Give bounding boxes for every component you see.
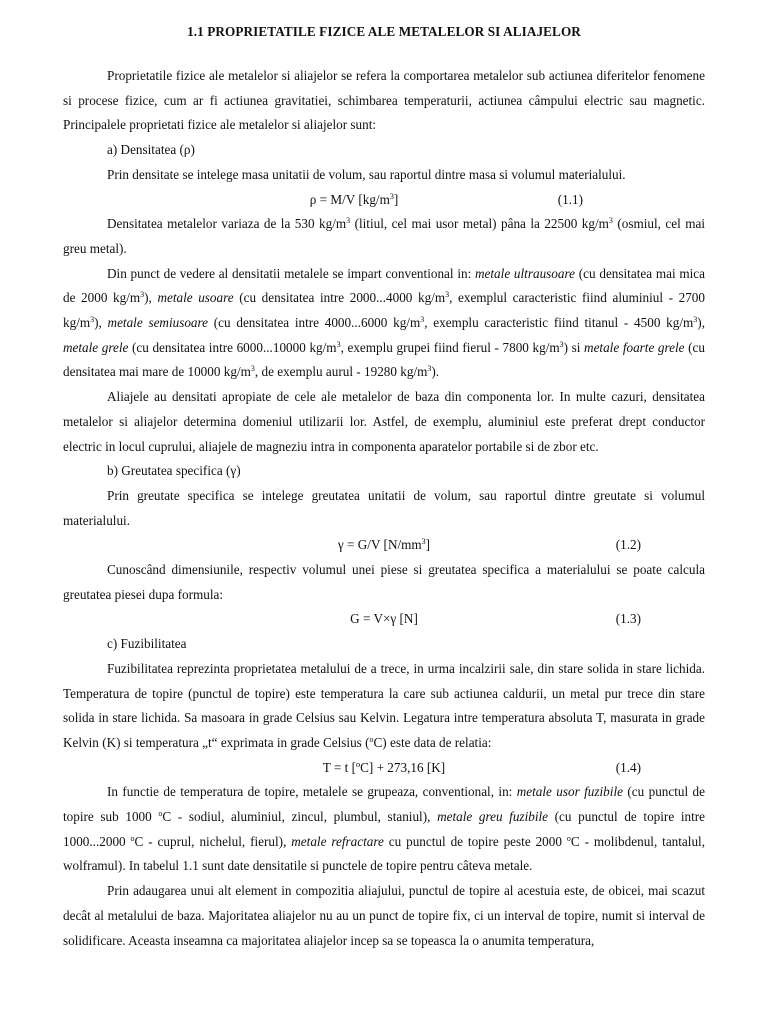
formula-number: (1.4) <box>615 759 641 775</box>
alloys-density-paragraph: Aliajele au densitati apropiate de cele ale metalelor de baza din componenta lor. In multe cazuri, densitatea metalelor si aliajelor determina domeniul utilizarii lor. Astfel, de exemplu, aluminiul este preferat drept conductor electric in locul cuprului, aliajele de magneziu intra in componenta aparatelor portabile si de zbor etc. <box>63 389 705 454</box>
density-definition-paragraph: Prin densitate se intelege masa unitatii de volum, sau raportul dintre masa si volumul materialului. <box>107 166 626 182</box>
intro-paragraph: Proprietatile fizice ale metalelor si aliajelor se refera la comportarea metalelor sub actiunea diferitelor fenomene si procese fizice, cum ar fi actiunea gravitatiei, schimbarea temperaturii, actiunea câmpului electric sau magnetic. Principalele proprietati fizice ale metalelor si aliajelor sunt: <box>63 68 705 133</box>
formula-number: (1.3) <box>615 611 641 627</box>
formula-1-3 <box>63 607 705 632</box>
formula-expression: T = t [ºC] + 273,16 [K] <box>322 759 446 775</box>
formula-number: (1.2) <box>615 537 641 553</box>
section-title: 1.1 PROPRIETATILE FIZICE ALE METALELOR SI ALIAJELOR <box>187 24 581 39</box>
subsection-heading-density: a) Densitatea (ρ) <box>107 142 195 158</box>
melting-classes-paragraph: In functie de temperatura de topire, metalele se grupeaza, conventional, in: metale usor fuzibile (cu punctul de topire sub 1000 $^o$C - sodiul, aluminiul, zincul, plumbul, staniul), metale greu fuzibile (cu punctul de topire intre 1000...2000 $^o$C - cuprul, nichelul, fierul), metale refractare cu punctul de topire peste 2000 $^o$C - molibdenul, tantalul, wolframul). In tabelul 1.1 sunt date densitatile si punctele de topire pentru câteva metale. <box>63 784 705 874</box>
formula-1-4 <box>63 756 705 781</box>
formula-expression: ρ = M/V $[kg/m^3]$ <box>309 191 399 207</box>
subsection-heading-fusibility: c) Fuzibilitatea <box>107 636 187 652</box>
formula-expression: G = V×γ [N] <box>350 611 418 627</box>
formula-number: (1.1) <box>557 191 583 207</box>
fusibility-definition-paragraph: Fuzibilitatea reprezinta proprietatea metalului de a trece, in urma incalzirii sale, din stare solida in stare lichida. Temperatura de topire (punctul de topire) este temperatura la care sub actiunea caldurii, un metal pur trece din stare solida in stare lichida. Sa masoara in grade Celsius sau Kelvin. Legatura intre temperatura absoluta T, masurata in grade Kelvin (K) si temperatura „t“ exprimata in grade Celsius ($^o$C) este data de relatia: <box>63 660 705 750</box>
specific-weight-definition-paragraph: Prin greutate specifica se intelege greutatea unitatii de volum, sau raportul dintre greutate si volumul materialului. <box>63 487 705 528</box>
alloy-melting-paragraph: Prin adaugarea unui alt element in compozitia aliajului, punctul de topire al acestuia este, de obicei, mai scazut decât al metalului de baza. Majoritatea aliajelor nu au un punct de topire fix, ci un interval de topire, numit si interval de solidificare. Aceasta inseamna ca majoritatea aliajelor incep sa se topeasca la o anumita temperatura, <box>63 883 705 948</box>
weight-calculation-paragraph: Cunoscând dimensiunile, respectiv volumul unei piese si greutatea specifica a materialului se poate calcula greutatea piesei dupa formula: <box>63 562 705 602</box>
density-classes-paragraph: Din punct de vedere al densitatii metalele se impart conventional in: metale ultrausoare (cu densitatea mai mica de 2000 $kg/m^3$), metale usoare (cu densitatea intre 2000...4000 $kg/m^3$, exemplul caracteristic fiind aluminiul - 2700 $kg/m^3$), metale semiusoare (cu densitatea intre 4000...6000 $kg/m^3$, exemplu caracteristic fiind titanul - 4500 $kg/m^3$), metale grele (cu densitatea intre 6000...10000 $kg/m^3$, exemplu grupei fiind fierul - 7800 $kg/m^3$) si metale foarte grele (cu densitatea mai mare de 10000 $kg/m^3$, de exemplu aurul - 19280 $kg/m^3$). <box>63 265 706 380</box>
formula-1-2 <box>63 533 705 558</box>
density-range-paragraph: Densitatea metalelor variaza de la 530 $kg/m^3$ (litiul, cel mai usor metal) pâna la 22500 $kg/m^3$ (osmiul, cel mai greu metal). <box>63 216 705 256</box>
formula-expression: γ = G/V $[N/mm^3]$ <box>337 537 431 553</box>
subsection-heading-specific-weight: b) Greutatea specifica (γ) <box>107 463 241 479</box>
formula-1-1 <box>63 188 705 213</box>
